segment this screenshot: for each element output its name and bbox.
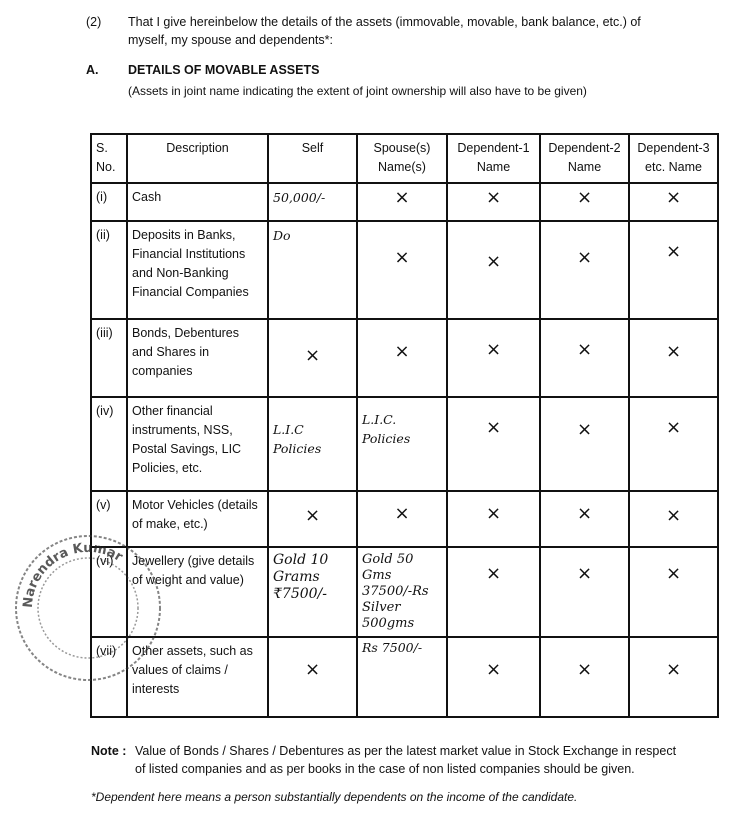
cell-self: 50,000/- (268, 183, 357, 221)
header-spouse: Spouse(s) Name(s) (357, 134, 447, 183)
cell-sno: (iv) (91, 397, 127, 491)
para-number: (2) (86, 15, 102, 29)
cross-mark: × (304, 505, 321, 526)
cross-mark: × (485, 659, 502, 680)
cell-sno: (i) (91, 183, 127, 221)
note-line-2: of listed companies and as per books in the case of non listed companies should be given. (135, 762, 635, 776)
svg-text:Narendra Kumar (21, 541, 126, 608)
cross-mark: × (665, 505, 682, 526)
cross-mark: × (394, 247, 410, 268)
cell-self: L.I.C Policies (268, 397, 357, 491)
table-row (91, 491, 718, 547)
cross-mark: × (665, 187, 682, 208)
cross-mark: × (576, 659, 593, 680)
cell-description: Other assets, such as values of claims / interests (127, 637, 268, 717)
cross-mark: × (485, 251, 502, 272)
cross-mark: × (665, 241, 682, 262)
cross-mark: × (304, 659, 321, 680)
cross-mark: × (576, 563, 593, 584)
table-row (91, 397, 718, 491)
cross-mark: × (485, 339, 502, 360)
table-row (91, 319, 718, 397)
footer-note: *Dependent here means a person substantially dependents on the income of the candidate. (91, 790, 578, 804)
cell-sno: (v) (91, 491, 127, 547)
cross-mark: × (394, 341, 410, 362)
cell-description: Motor Vehicles (details of make, etc.) (127, 491, 268, 547)
cell-spouse: Gold 50 Gms 37500/-Rs Silver 500gms (357, 547, 447, 637)
cell-spouse: L.I.C. Policies (357, 397, 447, 491)
cross-mark: × (485, 503, 502, 524)
section-letter: A. (86, 63, 99, 77)
para-line-2: myself, my spouse and dependents*: (128, 33, 333, 47)
cross-mark: × (576, 503, 593, 524)
stamp-text: Narendra Kumar (20, 540, 126, 609)
cross-mark: × (576, 187, 593, 208)
cross-mark: × (665, 659, 682, 680)
header-dependent-2: Dependent-2 Name (540, 134, 629, 183)
header-description: Description (127, 134, 268, 183)
cell-description: Jewellery (give details of weight and value) (127, 547, 268, 637)
cell-sno: (vii) (91, 637, 127, 717)
table-row (91, 221, 718, 319)
cross-mark: × (304, 345, 321, 366)
header-dependent-1: Dependent-1 Name (447, 134, 540, 183)
cross-mark: × (394, 503, 410, 524)
cell-sno: (vi) (91, 547, 127, 637)
section-title: DETAILS OF MOVABLE ASSETS (128, 63, 320, 77)
note-line-1: Value of Bonds / Shares / Debentures as per the latest market value in Stock Exchange in respect (135, 744, 677, 758)
header-sno: S. No. (91, 134, 127, 183)
cross-mark: × (665, 563, 682, 584)
cell-description: Other financial instruments, NSS, Postal Savings, LIC Policies, etc. (127, 397, 268, 491)
cell-description: Cash (127, 183, 268, 221)
cell-spouse: Rs 7500/- (357, 637, 447, 717)
cross-mark: × (394, 187, 410, 208)
table-row (91, 547, 718, 637)
cell-self: Gold 10 Grams ₹7500/- (268, 547, 357, 637)
cross-mark: × (485, 417, 502, 438)
table-header-row (91, 134, 718, 183)
cross-mark: × (485, 187, 502, 208)
para-line-1: That I give hereinbelow the details of the assets (immovable, movable, bank balance, etc.) of (128, 15, 641, 29)
official-stamp (12, 532, 164, 684)
section-subtitle: (Assets in joint name indicating the extent of joint ownership will also have to be given) (128, 84, 587, 98)
cell-sno: (ii) (91, 221, 127, 319)
cross-mark: × (576, 247, 593, 268)
note-label: Note : (91, 744, 127, 758)
cell-description: Bonds, Debentures and Shares in companies (127, 319, 268, 397)
table-row (91, 183, 718, 221)
cross-mark: × (576, 339, 593, 360)
cross-mark: × (665, 341, 682, 362)
para-text (128, 13, 738, 49)
cross-mark: × (485, 563, 502, 584)
cross-mark: × (576, 419, 593, 440)
cell-description: Deposits in Banks, Financial Institutions and Non-Banking Financial Companies (127, 221, 268, 319)
cell-self: Do (268, 221, 357, 319)
header-dependent-3: Dependent-3 etc. Name (629, 134, 718, 183)
cross-mark: × (665, 417, 682, 438)
movable-assets-table (90, 133, 719, 718)
note-text (135, 742, 745, 778)
header-self: Self (268, 134, 357, 183)
table-row (91, 637, 718, 717)
cell-sno: (iii) (91, 319, 127, 397)
